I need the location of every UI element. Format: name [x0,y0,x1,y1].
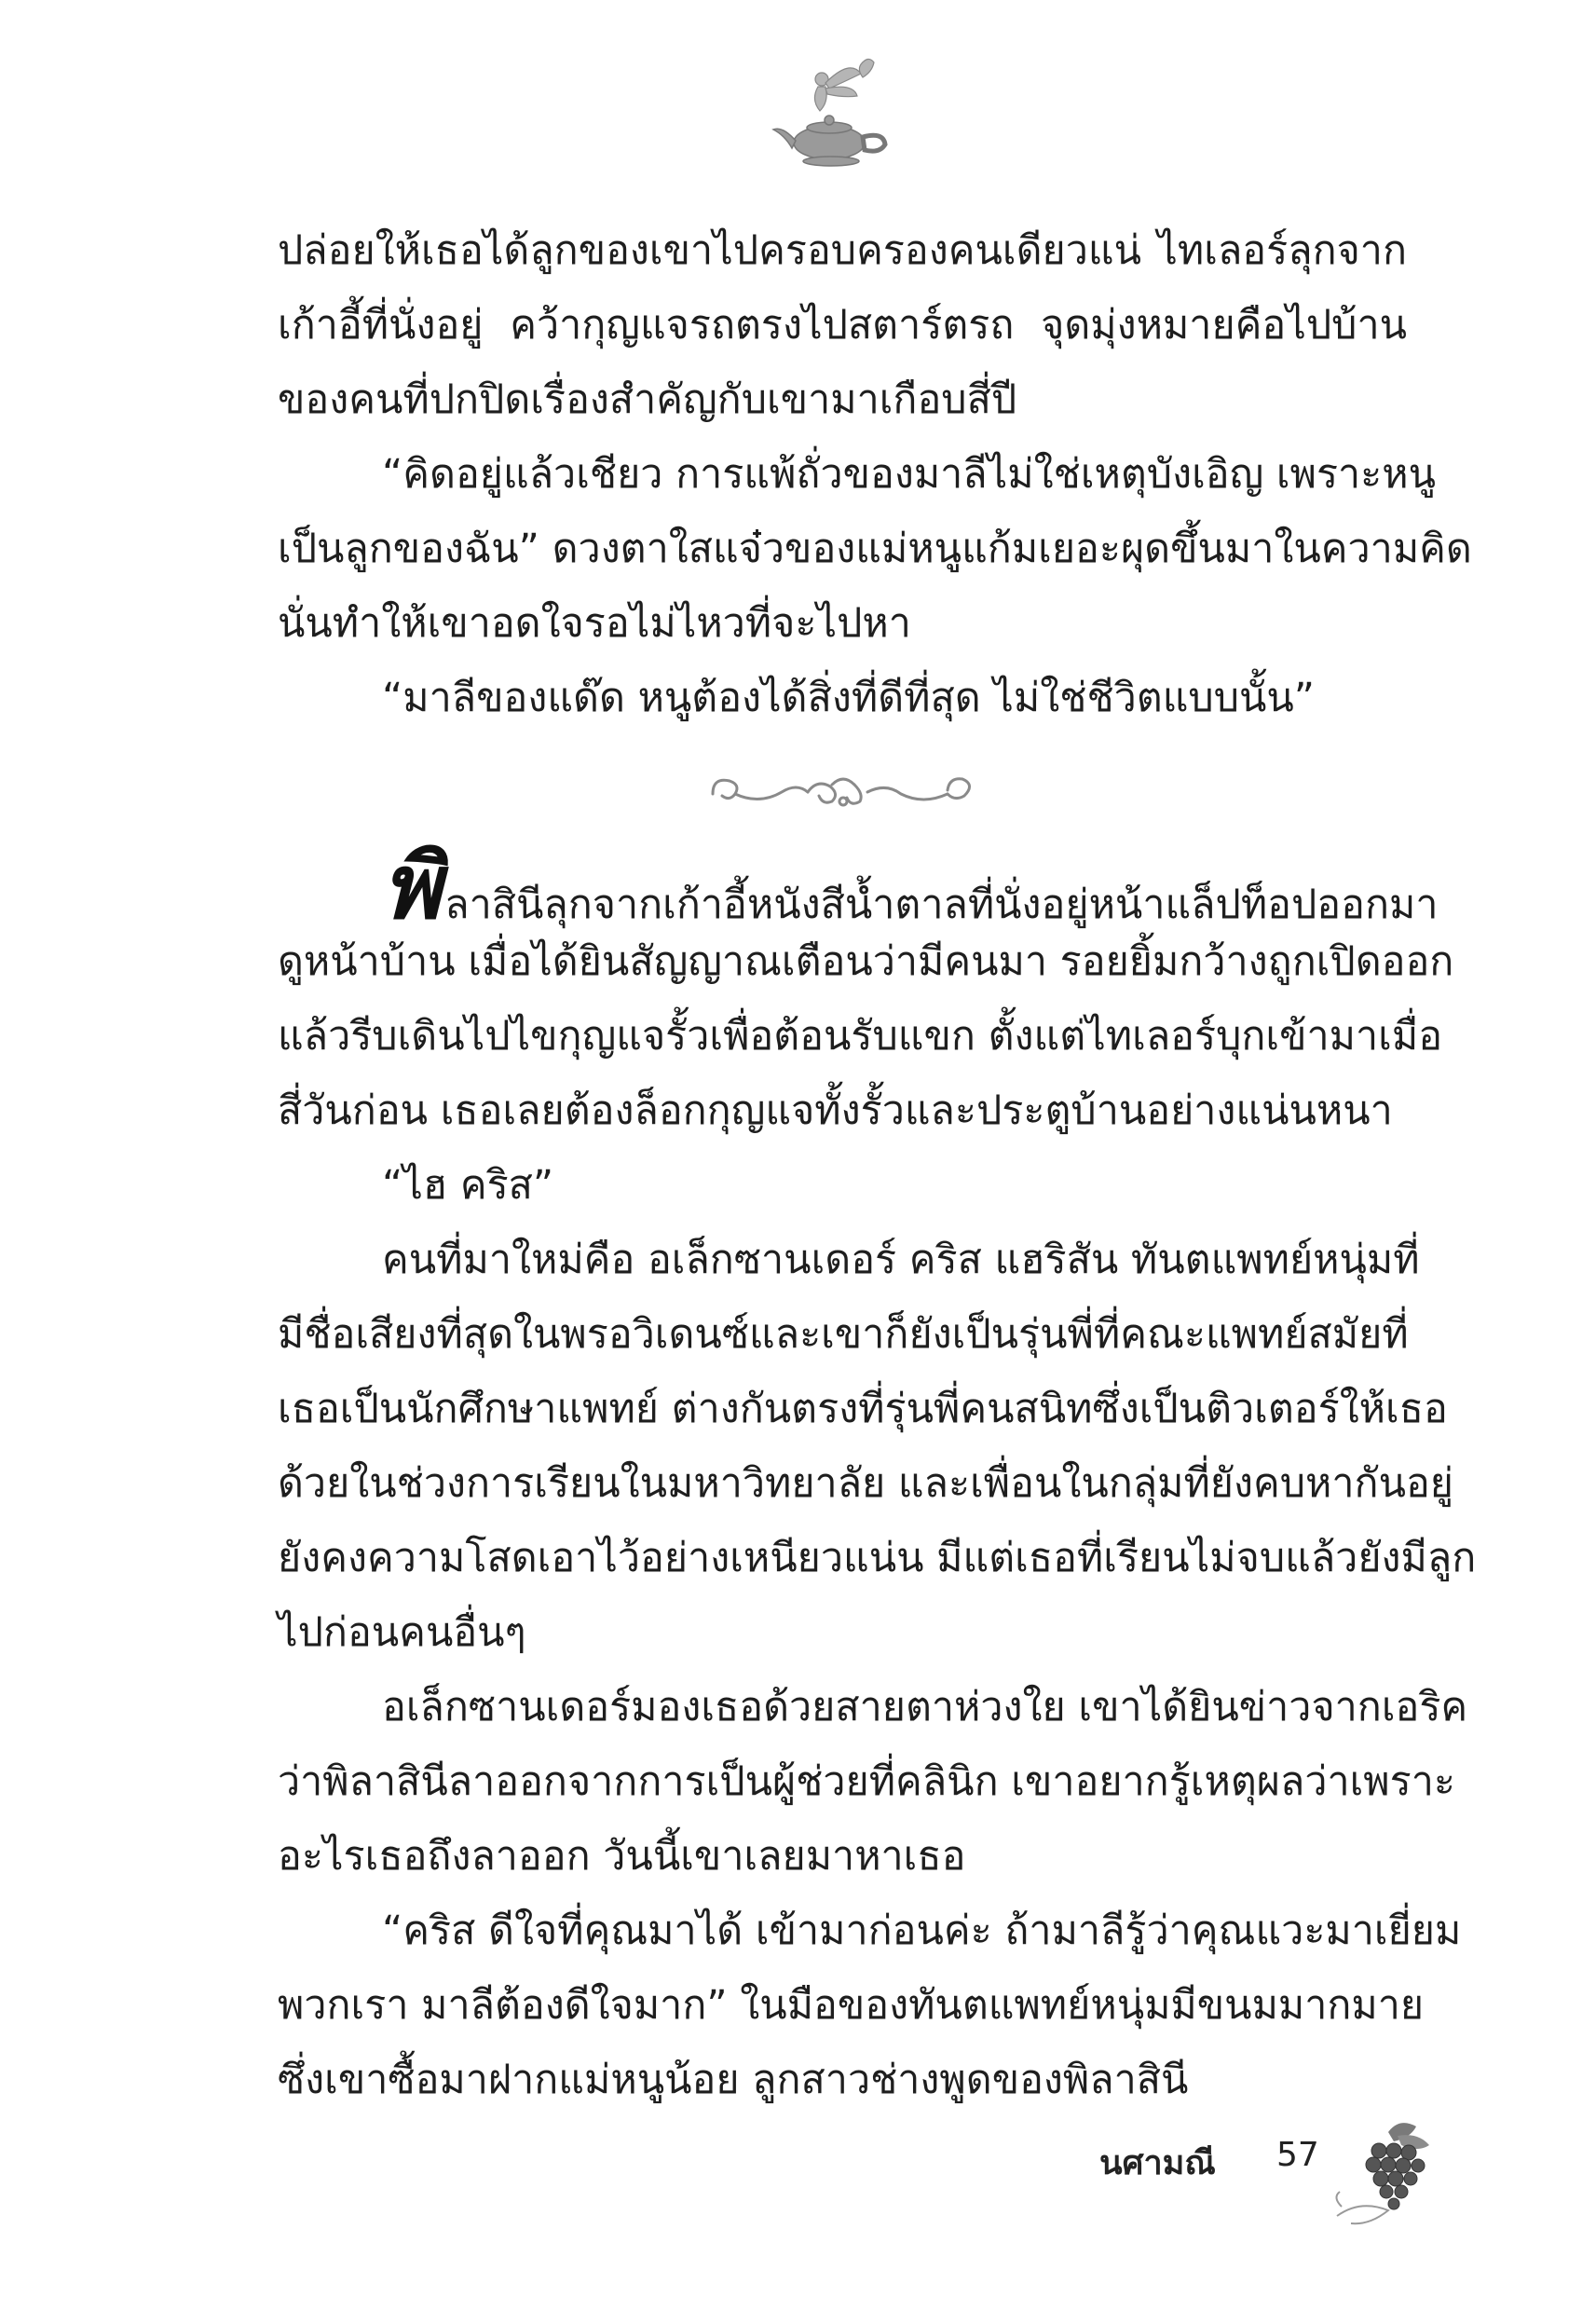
paragraph [278,437,1472,661]
text-line: ดูหน้าบ้าน เมื่อได้ยินสัญญาณเตือนว่ามีคนมา รอยยิ้มกว้างถูกเปิดออก [278,938,1454,985]
text-line: เธอเป็นนักศึกษาแพทย์ ต่างกันตรงที่รุ่นพี่คนสนิทซึ่งเป็นติวเตอร์ให้เธอ [278,1386,1448,1432]
text-line: พวกเรา มาลีต้องดีใจมาก” ในมือของทันตแพทย์หนุ่มมีขนมมากมาย [278,1982,1425,2029]
page-footer [1099,2134,1491,2246]
teapot-fairy-ornament-icon [764,51,904,172]
text-line: เป็นลูกของฉัน” ดวงตาใสแจ๋วของแม่หนูแก้มเยอะผุดขึ้นมาในความคิด [278,526,1472,572]
text-line: ซึ่งเขาซื้อมาฝากแม่หนูน้อย ลูกสาวช่างพูดของพิลาสินี [278,2057,1189,2103]
text-line [278,835,1439,939]
text-line: สี่วันก่อน เธอเลยต้องล็อกกุญแจทั้งรั้วและประตูบ้านอย่างแน่นหนา [278,1087,1393,1134]
paragraph [278,1148,1407,1223]
text-line-body: ลาสินีลุกจากเก้าอี้หนังสีน้ำตาลที่นั่งอยู่หน้าแล็ปท็อปออกมา [444,882,1439,928]
text-line: แล้วรีบเดินไปไขกุญแจรั้วเพื่อต้อนรับแขก ตั้งแต่ไทเลอร์บุกเข้ามาเมื่อ [278,1013,1443,1060]
text-line: ปล่อยให้เธอได้ลูกของเขาไปครอบครองคนเดียวแน่ ไทเลอร์ลุกจาก [278,227,1407,274]
paragraph [278,835,1454,1148]
paragraph [278,213,1407,437]
text-line: ด้วยในช่วงการเรียนในมหาวิทยาลัย และเพื่อนในกลุ่มที่ยังคบหากันอยู่ [278,1460,1453,1507]
text-line: “คิดอยู่แล้วเชียว การแพ้ถั่วของมาลีไม่ใช่เหตุบังเอิญ เพราะหนู [382,451,1437,498]
text-line: ว่าพิลาสินีลาออกจากการเป็นผู้ช่วยที่คลินิก เขาอยากรู้เหตุผลว่าเพราะ [278,1758,1455,1805]
text-line: “มาลีของแด๊ด หนูต้องได้สิ่งที่ดีที่สุด ไม่ใช่ชีวิตแบบนั้น” [382,675,1316,721]
text-line: “คริส ดีใจที่คุณมาได้ เข้ามาก่อนค่ะ ถ้ามาลีรู้ว่าคุณแวะมาเยี่ยม [382,1908,1462,1954]
text-line: เก้าอี้ที่นั่งอยู่ คว้ากุญแจรถตรงไปสตาร์ตรถ จุดมุ่งหมายคือไปบ้าน [278,302,1407,349]
scroll-flourish-divider-icon [703,764,983,820]
text-line: ของคนที่ปกปิดเรื่องสำคัญกับเขามาเกือบสี่ปี [278,376,1017,423]
text-line: มีชื่อเสียงที่สุดในพรอวิเดนซ์และเขาก็ยังเป็นรุ่นพี่ที่คณะแพทย์สมัยที่ [278,1311,1409,1358]
text-line: ไปก่อนคนอื่นๆ [278,1609,526,1656]
paragraph [278,1223,1477,1670]
text-line: ยังคงความโสดเอาไว้อย่างเหนียวแน่น มีแต่เธอที่เรียนไม่จบแล้วยังมีลูก [278,1535,1477,1581]
text-line: นั่นทำให้เขาอดใจรอไม่ไหวที่จะไปหา [278,600,911,647]
text-line: “ไฮ คริส” [382,1162,554,1209]
paragraph [278,661,1407,735]
text-line: อะไรเธอถึงลาออก วันนี้เขาเลยมาหาเธอ [278,1833,966,1880]
text-block-bottom [278,835,1477,2117]
footer-book-title: นศามณี [1099,2144,1216,2182]
footer-page-number: 57 [1276,2136,1319,2174]
drop-cap: พิ [382,835,442,939]
paragraph [278,1894,1462,2117]
text-block-top [278,213,1472,735]
paragraph [278,1670,1468,1894]
text-line: อเล็กซานเดอร์มองเธอด้วยสายตาห่วงใย เขาได้ยินข่าวจากเอริค [382,1684,1468,1730]
text-line: คนที่มาใหม่คือ อเล็กซานเดอร์ คริส แฮริสัน ทันตแพทย์หนุ่มที่ [382,1237,1420,1283]
grape-cluster-ornament-icon [1332,2113,1453,2235]
